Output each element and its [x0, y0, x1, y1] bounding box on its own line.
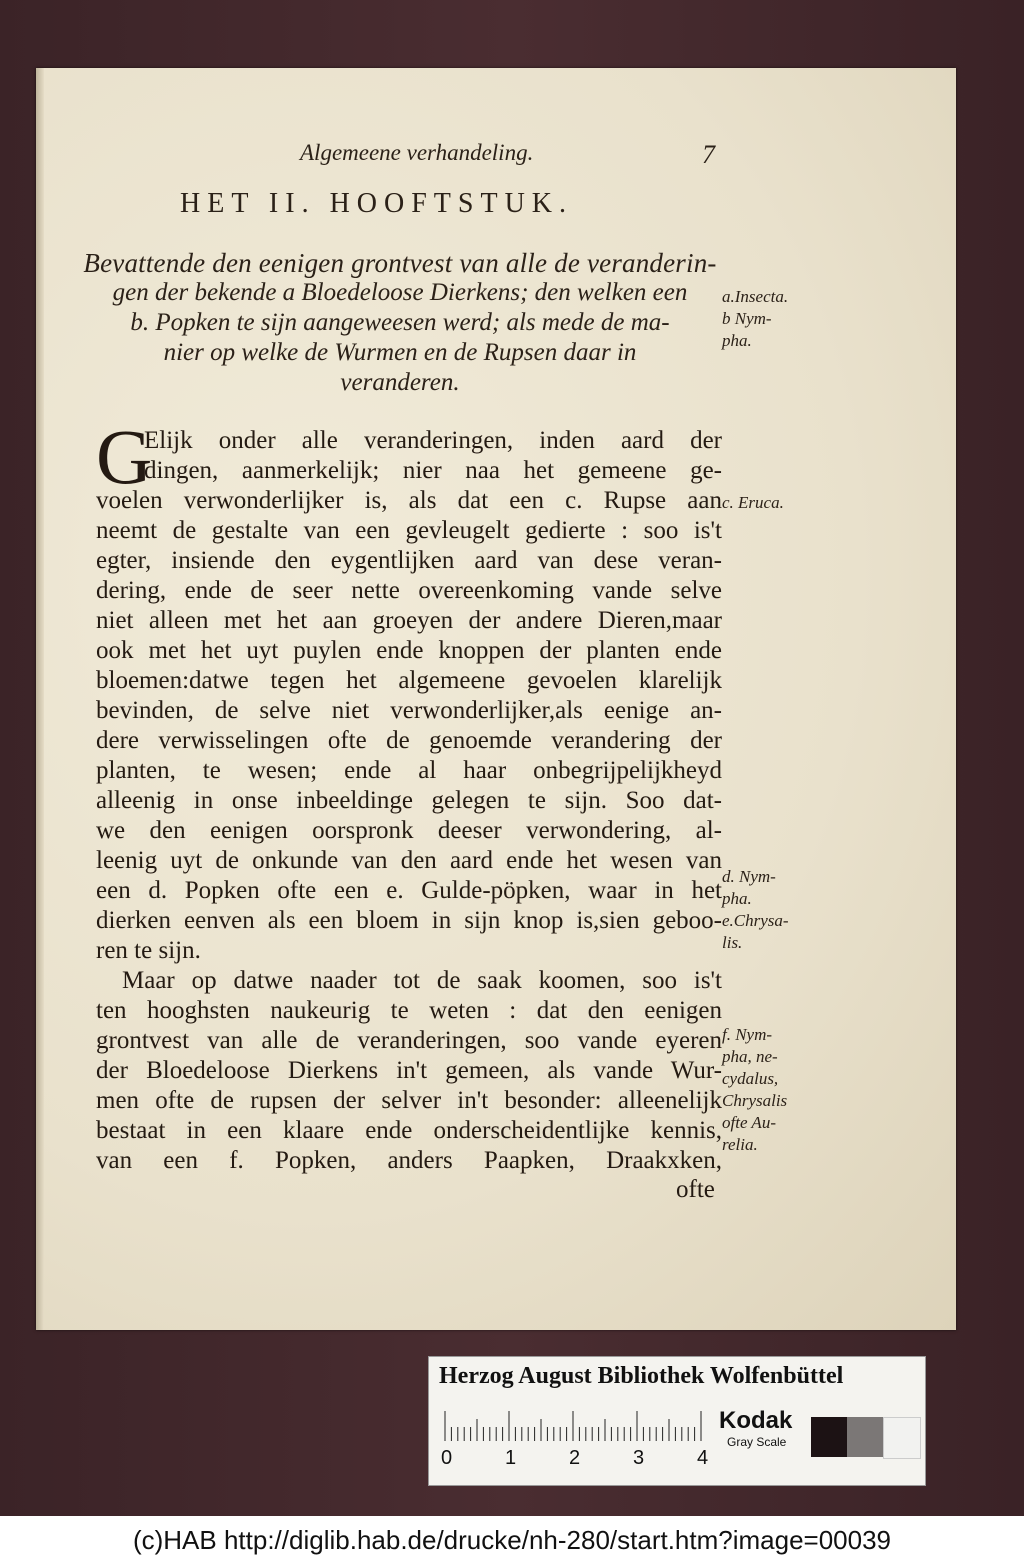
body-line: Maar op datwe naader tot de saak koomen, soo is't — [122, 967, 722, 994]
side-note-line: lis. — [722, 933, 743, 952]
body-line: niet alleen met het aan groeyen der andere Dieren,maar — [96, 607, 722, 634]
catchword: ofte — [676, 1176, 715, 1203]
page-gutter-edge — [36, 68, 44, 1330]
body-line: van een f. Popken, anders Paapken, Draakxken, — [96, 1147, 722, 1174]
body-line: egter, insiende den eygentlijken aard van dese veran- — [96, 547, 722, 574]
running-head — [300, 140, 720, 169]
library-name: Herzog August Bibliothek Wolfenbüttel — [439, 1363, 844, 1389]
body-line: bevinden, de selve niet verwonderlijker,als eenige an- — [96, 697, 722, 724]
summary-line: Bevattende den eenigen grontvest van alle de veranderin- — [83, 248, 717, 278]
side-note-line: ofte Au- — [722, 1113, 776, 1132]
body-line: dierken eenven als een bloem in sijn knop is,sien geboo- — [96, 907, 722, 934]
gray-scale-label: Gray Scale — [727, 1435, 787, 1449]
ruler-number: 1 — [505, 1447, 517, 1469]
side-note-d — [722, 866, 822, 954]
kodak-logo: Kodak — [719, 1407, 793, 1434]
ruler-number: 0 — [441, 1447, 453, 1469]
body-line: bloemen:datwe tegen het algemeene gevoelen klarelijk — [96, 667, 722, 694]
side-note-line: b Nym- — [722, 309, 772, 328]
body-line: der Bloedeloose Dierkens in't gemeen, als vande Wur- — [96, 1057, 722, 1084]
side-note-a — [722, 286, 822, 352]
body-line: dere verwisselingen ofte de genoemde verandering der — [96, 727, 722, 754]
body-line: voelen verwonderlijker is, als dat een c. Rupse aan — [96, 487, 722, 514]
summary-line: nier op welke de Wurmen en de Rupsen daar in — [163, 339, 637, 366]
body-line: men ofte de rupsen der selver in't besonder: alleenelijk — [96, 1087, 722, 1114]
color-target — [428, 1356, 926, 1486]
gray-swatch-black — [811, 1417, 847, 1457]
body-line: bestaat in een klaare ende onderscheidentlijke kennis, — [96, 1117, 722, 1144]
ruler-scale — [443, 1409, 711, 1441]
summary-line: veranderen. — [340, 369, 460, 396]
summary-line: gen der bekende a Bloedeloose Dierkens; den welken een — [112, 279, 688, 306]
gray-swatch-white — [883, 1417, 921, 1459]
ruler-number: 2 — [569, 1447, 581, 1469]
side-note-c — [722, 492, 822, 514]
side-note-line: Chrysalis — [722, 1091, 788, 1110]
body-line: ten hooghsten naukeurig te weten : dat den eenigen — [96, 997, 722, 1024]
side-note-line: cydalus, — [722, 1069, 779, 1088]
side-note-line: e.Chrysa- — [722, 911, 789, 930]
side-note-f — [722, 1024, 822, 1156]
body-line: planten, te wesen; ende al haar onbegrijpelijkheyd — [96, 757, 722, 784]
side-note-line: pha. — [722, 331, 752, 350]
side-note-line: c. Eruca. — [722, 493, 784, 512]
body-line: Elijk onder alle veranderingen, inden aard der — [144, 427, 722, 454]
body-line: dingen, aanmerkelijk; nier naa het gemeene ge- — [144, 457, 722, 484]
body-line: alleenig in onse inbeeldinge gelegen te sijn. Soo dat- — [96, 787, 722, 814]
gray-swatch-mid — [847, 1417, 883, 1457]
side-note-line: f. Nym- — [722, 1025, 773, 1044]
chapter-title: HET II. HOOFTSTUK. — [180, 188, 574, 219]
body-line: dering, ende de seer nette overeenkoming vande selve — [96, 577, 722, 604]
summary-line: b. Popken te sijn aangeweesen werd; als mede de ma- — [130, 309, 670, 336]
side-note-line: pha. — [722, 889, 752, 908]
body-line: ren te sijn. — [96, 937, 201, 964]
side-note-line: a.Insecta. — [722, 287, 789, 306]
running-head-title: Algemeene verhandeling. — [300, 140, 534, 165]
body-line: ook met het uyt puylen ende knoppen der planten ende — [96, 637, 722, 664]
body-line: neemt de gestalte van een gevleugelt gedierte : soo is't — [96, 517, 722, 544]
body-line: grontvest van alle de veranderingen, soo vande eyeren — [96, 1027, 722, 1054]
copyright-footer: (c)HAB http://diglib.hab.de/drucke/nh-280/start.htm?image=00039 — [0, 1516, 1024, 1564]
side-note-line: relia. — [722, 1135, 758, 1154]
ruler-number: 4 — [697, 1447, 709, 1469]
drop-capital: G — [96, 413, 153, 500]
side-note-line: pha, ne- — [722, 1047, 778, 1066]
body-line: we den eenigen oorspronk deeser verwondering, al- — [96, 817, 722, 844]
chapter-summary — [80, 248, 720, 398]
page-number: 7 — [702, 140, 715, 169]
body-line: leenig uyt de onkunde van den aard ende het wesen van — [96, 847, 722, 874]
body-line: een d. Popken ofte een e. Gulde-pöpken, waar in het — [96, 877, 722, 904]
body-text — [96, 413, 722, 1176]
side-note-line: d. Nym- — [722, 867, 776, 886]
ruler-number: 3 — [633, 1447, 645, 1469]
